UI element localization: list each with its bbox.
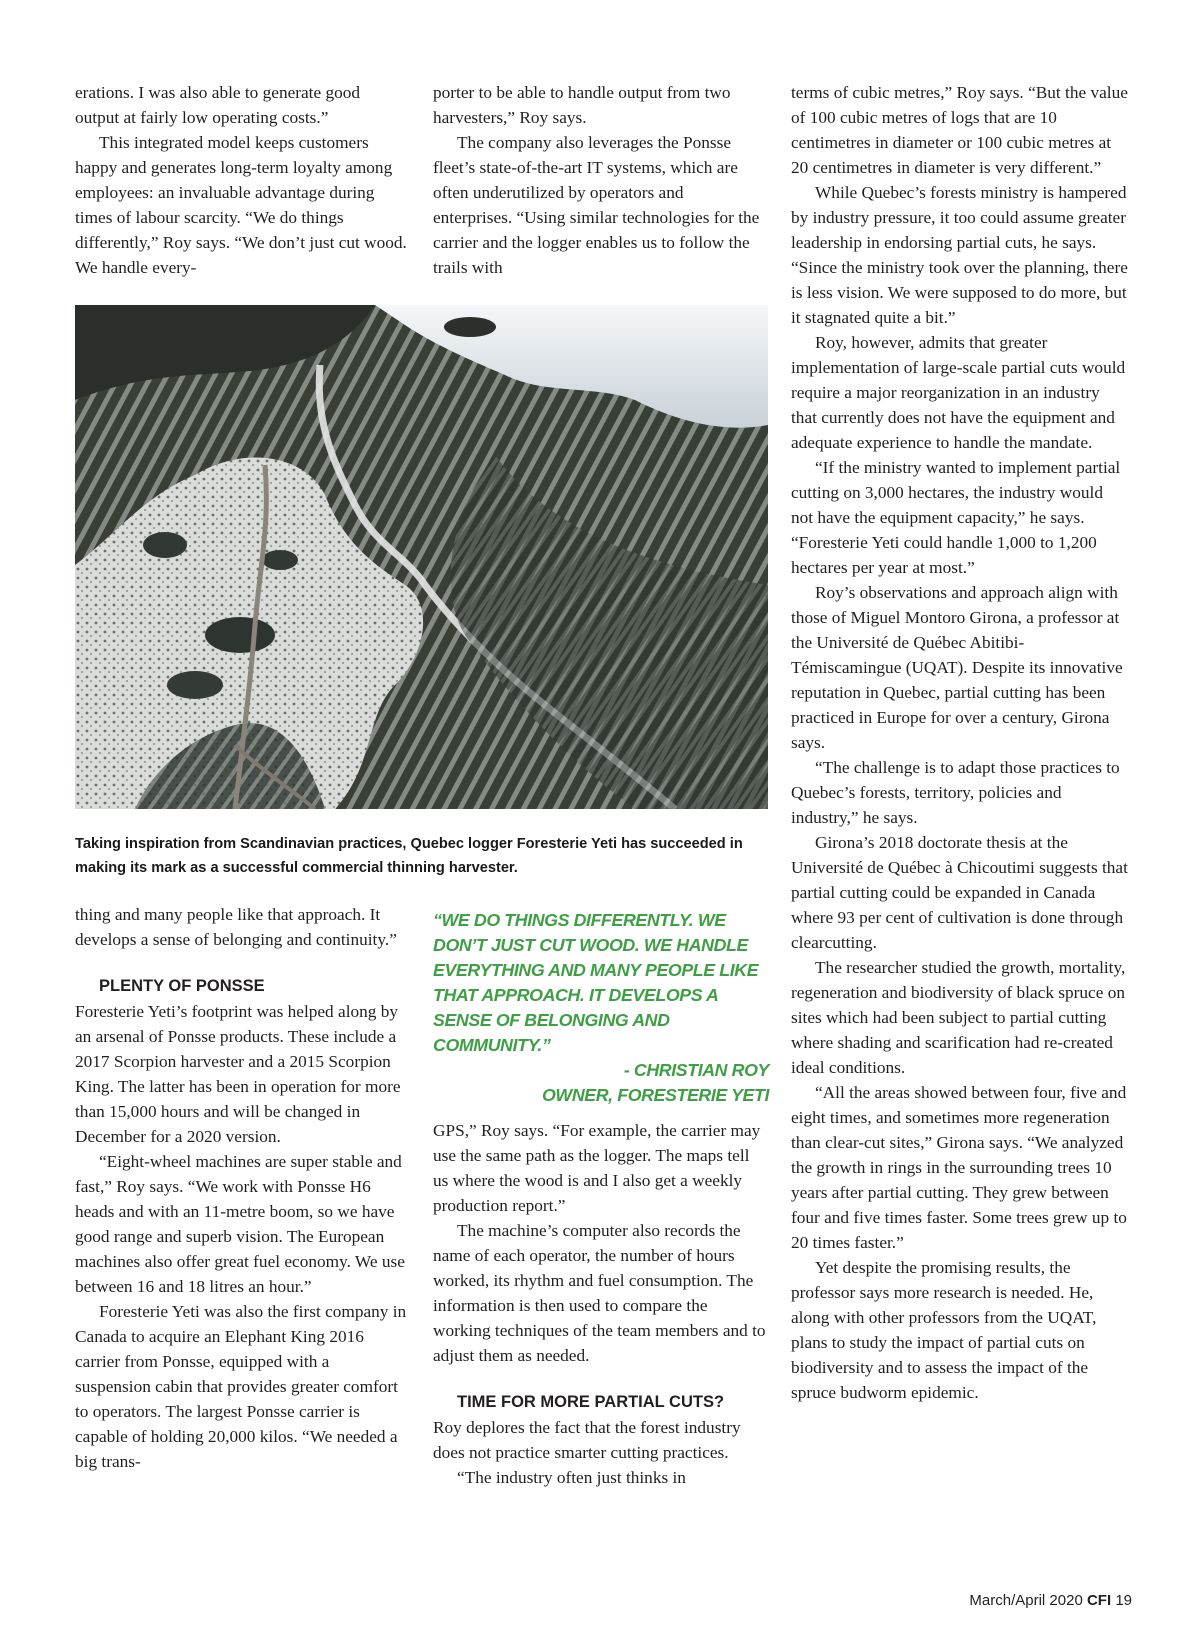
section-heading-plenty-of-ponsse: PLENTY OF PONSSE <box>99 977 265 995</box>
paragraph: Girona’s 2018 doctorate thesis at the Université de Québec à Chicoutimi suggests that partial cutting could be expanded in Canada where 93 per cent of cultivation is done through clearcutting. <box>791 833 1128 952</box>
column-1-bottom <box>75 902 408 1474</box>
paragraph: “If the ministry wanted to implement partial cutting on 3,000 hectares, the industry would not have the equipment capacity,” he says. “Foresterie Yeti could handle 1,000 to 1,200 hectares per year at most.” <box>791 458 1121 577</box>
section-spacer <box>433 1368 766 1390</box>
paragraph: Roy’s observations and approach align with those of Miguel Montoro Girona, a professor at the Université de Québec Abitibi-Témiscamingue (UQAT). Despite its innovative reputation in Quebec, partial cutting has been practiced in Europe for over a century, Girona says. <box>791 583 1123 752</box>
paragraph: This integrated model keeps customers happy and generates long-term loyalty among employees: an invaluable advantage during times of labour scarcity. “We do things differently,” Roy says. “We don’t just cut wood. We handle every- <box>75 133 407 277</box>
paragraph: Roy deplores the fact that the forest industry does not practice smarter cutting practices. <box>433 1418 741 1462</box>
section-spacer <box>75 952 408 974</box>
paragraph: Yet despite the promising results, the professor says more research is needed. He, along with other professors from the UQAT, plans to study the impact of partial cuts on biodiversity and to assess the impact of the spruce budworm epidemic. <box>791 1258 1097 1402</box>
column-2-top <box>433 80 766 280</box>
paragraph: While Quebec’s forests ministry is hampered by industry pressure, it too could assume greater leadership in endorsing partial cuts, he says. “Since the ministry took over the planning, there is less vision. We were supposed to do more, but it stagnated quite a bit.” <box>791 183 1128 327</box>
aerial-forest-illustration <box>75 305 768 809</box>
paragraph: The company also leverages the Ponsse fleet’s state-of-the-art IT systems, which are often underutilized by operators and enterprises. “Using similar technologies for the carrier and the logger enables us to follow the trails with <box>433 133 760 277</box>
page-number: 19 <box>1115 1592 1132 1609</box>
paragraph: “All the areas showed between four, five and eight times, and sometimes more regeneration than clear-cut sites,” Girona says. “We analyzed the growth in rings in the surrounding trees 10 years after partial cutting. They grew between four and five times faster. Some trees grew up to 20 times faster.” <box>791 1083 1127 1252</box>
paragraph: thing and many people like that approach. It develops a sense of belonging and continuity.” <box>75 905 397 949</box>
pull-quote-text: “WE DO THINGS DIFFERENTLY. WE DON’T JUST CUT WOOD. WE HANDLE EVERYTHING AND MANY PEOPLE LIKE THAT APPROACH. IT DEVELOPS A SENSE OF BELONGING AND COMMUNITY.” <box>433 910 759 1055</box>
paragraph: porter to be able to handle output from two harvesters,” Roy says. <box>433 83 731 127</box>
section-heading-partial-cuts: TIME FOR MORE PARTIAL CUTS? <box>457 1393 725 1411</box>
paragraph: Roy, however, admits that greater implementation of large-scale partial cuts would require a major reorganization in an industry that currently does not have the equipment and adequate experience to handle the mandate. <box>791 333 1126 452</box>
paragraph: “The challenge is to adapt those practices to Quebec’s forests, territory, policies and industry,” he says. <box>791 758 1120 827</box>
paragraph: erations. I was also able to generate good output at fairly low operating costs.” <box>75 83 361 127</box>
column-3 <box>791 80 1129 1405</box>
pull-quote-name: - CHRISTIAN ROY <box>623 1060 769 1080</box>
pull-quote-title: OWNER, FORESTERIE YETI <box>542 1085 769 1105</box>
column-1-top <box>75 80 408 280</box>
issue-date: March/April 2020 <box>969 1592 1083 1609</box>
pull-quote <box>433 908 769 1108</box>
paragraph: “The industry often just thinks in <box>457 1468 686 1487</box>
column-2-bottom <box>433 1118 766 1490</box>
paragraph: GPS,” Roy says. “For example, the carrier may use the same path as the logger. The maps tell us where the wood is and I also get a weekly production report.” <box>433 1121 761 1215</box>
magazine-name: CFI <box>1086 1592 1112 1609</box>
page-footer <box>969 1592 1132 1609</box>
paragraph: Foresterie Yeti was also the first company in Canada to acquire an Elephant King 2016 carrier from Ponsse, equipped with a suspension cabin that provides greater comfort to operators. The largest Ponsse carrier is capable of holding 20,000 kilos. “We needed a big trans- <box>75 1302 407 1471</box>
aerial-forest-photo <box>75 305 768 809</box>
paragraph: The machine’s computer also records the name of each operator, the number of hours worked, its rhythm and fuel consumption. The information is then used to compare the working techniques of the team members and to adjust them as needed. <box>433 1221 766 1365</box>
paragraph: terms of cubic metres,” Roy says. “But the value of 100 cubic metres of logs that are 10 centimetres in diameter or 100 cubic metres at 20 centimetres in diameter is very different.” <box>791 83 1128 177</box>
photo-caption: Taking inspiration from Scandinavian practices, Quebec logger Foresterie Yeti has succeeded in making its mark as a successful commercial thinning harvester. <box>75 836 743 876</box>
paragraph: Foresterie Yeti’s footprint was helped along by an arsenal of Ponsse products. These include a 2017 Scorpion harvester and a 2015 Scorpion King. The latter has been in operation for more than 15,000 hours and will be changed in December for a 2020 version. <box>75 1002 401 1146</box>
paragraph: The researcher studied the growth, mortality, regeneration and biodiversity of black spruce on sites which had been subject to partial cutting where shading and scarification had re-created ideal conditions. <box>791 958 1126 1077</box>
paragraph: “Eight-wheel machines are super stable and fast,” Roy says. “We work with Ponsse H6 heads and with an 11-metre boom, so we have good range and superb vision. The European machines also offer great fuel economy. We use between 16 and 18 litres an hour.” <box>75 1152 405 1296</box>
